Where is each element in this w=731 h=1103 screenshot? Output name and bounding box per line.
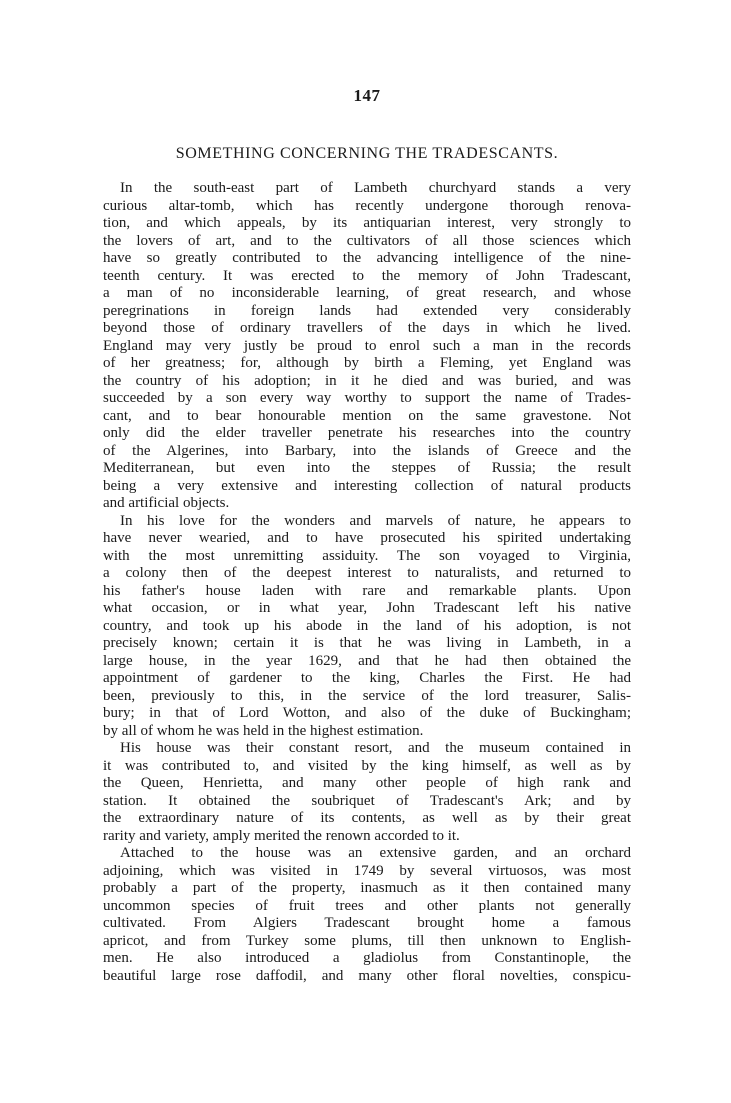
text-line: what occasion, or in what year, John Tradescant left his native bbox=[103, 600, 631, 616]
text-line: have so greatly contributed to the advancing intelligence of the nine- bbox=[103, 250, 631, 266]
page-number: 147 bbox=[353, 86, 381, 105]
text-line: beyond those of ordinary travellers of the days in which he lived. bbox=[103, 320, 631, 336]
text-line: adjoining, which was visited in 1749 by several virtuosos, was most bbox=[103, 862, 631, 879]
article-body bbox=[103, 180, 631, 985]
text-line: In his love for the wonders and marvels of nature, he appears to bbox=[120, 512, 631, 529]
text-line: succeeded by a son every way worthy to support the name of Trades- bbox=[103, 390, 631, 406]
article-title: SOMETHING CONCERNING THE TRADESCANTS. bbox=[175, 145, 559, 162]
text-line: by all of whom he was held in the highest estimation. bbox=[103, 722, 424, 739]
text-line: Mediterranean, but even into the steppes of Russia; the result bbox=[103, 460, 631, 476]
text-line: tion, and which appeals, by its antiquarian interest, very strongly to bbox=[103, 215, 631, 231]
text-line: England may very justly be proud to enrol such a man in the records bbox=[103, 337, 631, 354]
text-line: of her greatness; for, although by birth a Fleming, yet England was bbox=[103, 355, 631, 371]
text-line: the Queen, Henrietta, and many other people of high rank and bbox=[103, 775, 631, 791]
text-line: only did the elder traveller penetrate his researches into the country bbox=[103, 425, 631, 441]
text-line: station. It obtained the soubriquet of Tradescant's Ark; and by bbox=[103, 792, 631, 809]
text-line: probably a part of the property, inasmuch as it then contained many bbox=[103, 880, 631, 896]
text-line: country, and took up his abode in the land of his adoption, is not bbox=[103, 617, 631, 634]
text-line: precisely known; certain it is that he was living in Lambeth, in a bbox=[103, 635, 631, 651]
text-line: curious altar-tomb, which has recently undergone thorough renova- bbox=[103, 197, 631, 214]
paragraph bbox=[103, 180, 631, 513]
text-line: beautiful large rose daffodil, and many other floral novelties, conspicu- bbox=[103, 967, 631, 984]
text-line: bury; in that of Lord Wotton, and also of the duke of Buckingham; bbox=[103, 705, 631, 721]
text-line: the lovers of art, and to the cultivators of all those sciences which bbox=[103, 232, 631, 249]
text-line: large house, in the year 1629, and that he had then obtained the bbox=[103, 652, 631, 669]
text-line: teenth century. It was erected to the memory of John Tradescant, bbox=[103, 267, 631, 284]
paragraph bbox=[103, 513, 631, 741]
text-line: men. He also introduced a gladiolus from Constantinople, the bbox=[103, 950, 631, 966]
text-line: cultivated. From Algiers Tradescant brought home a famous bbox=[103, 915, 631, 931]
text-line: with the most unremitting assiduity. The son voyaged to Virginia, bbox=[103, 547, 631, 564]
text-line: of the Algerines, into Barbary, into the islands of Greece and the bbox=[103, 442, 631, 459]
text-line: His house was their constant resort, and the museum contained in bbox=[120, 740, 631, 756]
text-line: it was contributed to, and visited by the king himself, as well as by bbox=[103, 757, 631, 774]
text-line: apricot, and from Turkey some plums, till then unknown to English- bbox=[103, 932, 631, 949]
text-line: peregrinations in foreign lands had extended very considerably bbox=[103, 302, 631, 319]
text-line: the country of his adoption; in it he died and was buried, and was bbox=[103, 372, 631, 389]
text-line: uncommon species of fruit trees and other plants not generally bbox=[103, 897, 631, 914]
text-line: cant, and to bear honourable mention on the same gravestone. Not bbox=[103, 407, 631, 424]
paragraph bbox=[103, 845, 631, 985]
text-line: appointment of gardener to the king, Charles the First. He had bbox=[103, 670, 631, 686]
paragraph bbox=[103, 740, 631, 845]
text-line: Attached to the house was an extensive garden, and an orchard bbox=[120, 845, 631, 861]
text-line: In the south-east part of Lambeth churchyard stands a very bbox=[120, 180, 631, 196]
text-line: and artificial objects. bbox=[103, 495, 230, 511]
text-line: his father's house laden with rare and remarkable plants. Upon bbox=[103, 582, 631, 599]
text-line: have never wearied, and to have prosecuted his spirited undertaking bbox=[103, 530, 631, 546]
text-line: the extraordinary nature of its contents, as well as by their great bbox=[103, 810, 631, 826]
text-line: a man of no inconsiderable learning, of great research, and whose bbox=[103, 285, 631, 301]
text-line: a colony then of the deepest interest to naturalists, and returned to bbox=[103, 565, 631, 581]
text-line: been, previously to this, in the service of the lord treasurer, Salis- bbox=[103, 687, 631, 704]
text-line: being a very extensive and interesting collection of natural products bbox=[103, 477, 631, 494]
text-line: rarity and variety, amply merited the renown accorded to it. bbox=[103, 827, 460, 844]
